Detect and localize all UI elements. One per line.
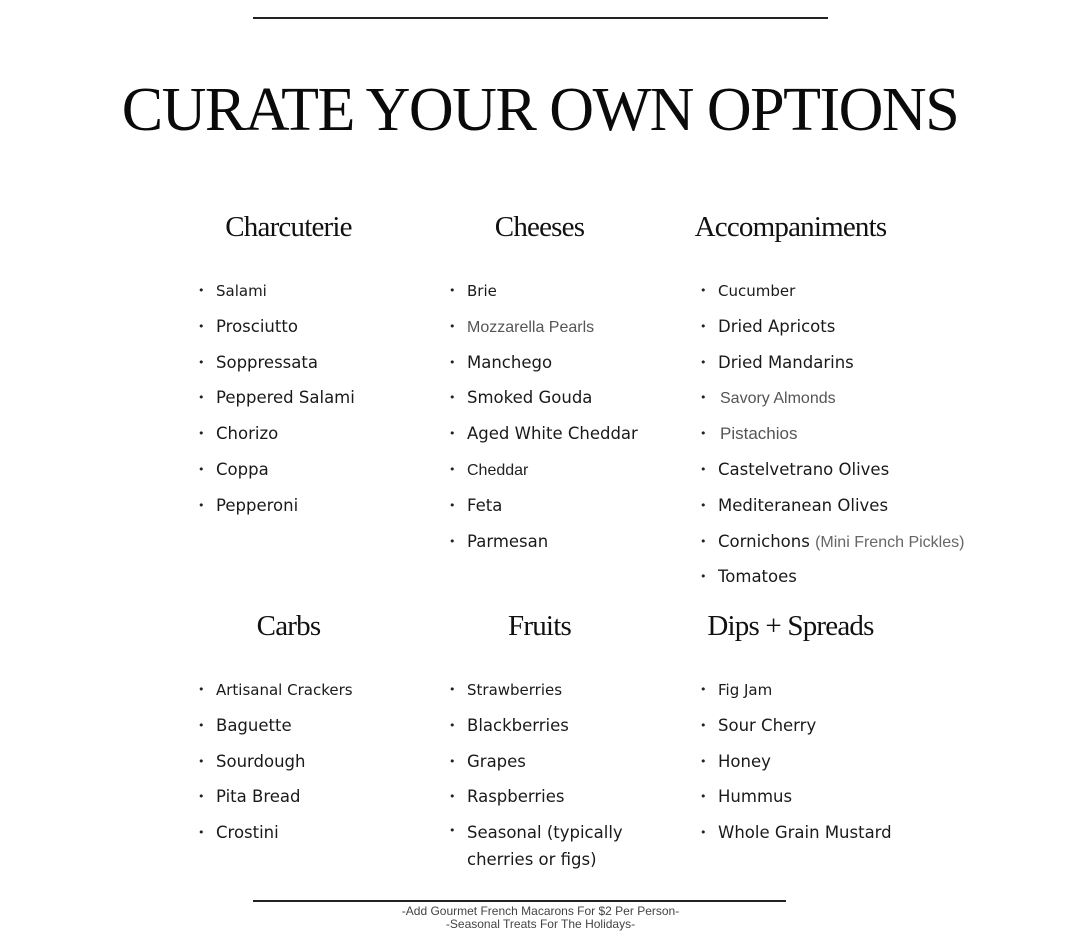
footer-holiday-note: -Seasonal Treats For The Holidays-	[445, 917, 636, 931]
list-item: • Grapes	[449, 750, 665, 786]
list-item: • Raspberries	[449, 785, 665, 821]
list-item: • Manchego	[449, 351, 665, 387]
list-item: • Peppered Salami	[198, 386, 414, 422]
list-item: • Seasonal (typically cherries or figs)	[449, 819, 662, 873]
section-title-fruits: Fruits	[508, 610, 571, 642]
bottom-divider	[253, 900, 786, 902]
list-item: • Prosciutto	[198, 315, 414, 351]
carbs-list	[198, 678, 414, 857]
section-title-carbs: Carbs	[256, 610, 321, 642]
list-item: • Hummus	[700, 785, 916, 821]
list-item: • Baguette	[198, 714, 414, 750]
list-item: • Coppa	[198, 458, 414, 494]
list-item: • Soppressata	[198, 351, 414, 387]
section-title-charcuterie: Charcuterie	[225, 211, 352, 243]
footer-macarons-note: -Add Gourmet French Macarons For $2 Per Person-	[401, 904, 680, 918]
section-title-cheeses: Cheeses	[494, 211, 585, 243]
list-item: • Whole Grain Mustard	[700, 821, 916, 857]
section-dips-spreads	[665, 608, 916, 857]
list-item: • Sour Cherry	[700, 714, 916, 750]
list-item: • Feta	[449, 494, 665, 530]
list-item: • Cucumber	[700, 279, 916, 315]
list-item: • Fig Jam	[700, 678, 916, 714]
list-item: • Artisanal Crackers	[198, 678, 414, 714]
list-item: • Sourdough	[198, 750, 414, 786]
section-title-accompaniments: Accompaniments	[694, 211, 887, 243]
fruits-list	[449, 678, 665, 873]
list-item-text: Cheddar	[467, 461, 529, 479]
list-item: • Smoked Gouda	[449, 386, 665, 422]
list-item-text: Mozzarella Pearls	[467, 318, 595, 336]
cheeses-list	[449, 279, 665, 565]
list-item: • Crostini	[198, 821, 414, 857]
list-item	[449, 458, 665, 494]
list-item: • Strawberries	[449, 678, 665, 714]
list-item	[700, 386, 916, 422]
accompaniments-list	[700, 279, 965, 601]
list-item: • Parmesan	[449, 530, 665, 566]
section-charcuterie	[163, 209, 414, 530]
section-title-dips-spreads: Dips + Spreads	[707, 610, 874, 642]
list-item-text: Pistachios	[720, 424, 798, 444]
list-item-text: Savory Almonds	[720, 390, 836, 408]
list-item: • Blackberries	[449, 714, 665, 750]
top-divider	[253, 17, 828, 19]
list-item	[449, 315, 665, 351]
list-item: • Tomatoes	[700, 565, 916, 601]
charcuterie-list	[198, 279, 414, 530]
dips-list	[700, 678, 916, 857]
section-cheeses	[414, 209, 665, 565]
list-item: • Pita Bread	[198, 785, 414, 821]
list-item: • Castelvetrano Olives	[700, 458, 916, 494]
list-item: • Dried Apricots	[700, 315, 916, 351]
cornichons-note: (Mini French Pickles)	[815, 533, 965, 551]
section-accompaniments	[665, 209, 965, 601]
list-item-text: Cornichons	[718, 531, 810, 551]
list-item	[700, 530, 965, 566]
page-title: CURATE YOUR OWN OPTIONS	[121, 76, 959, 144]
list-item: • Pepperoni	[198, 494, 414, 530]
list-item: • Dried Mandarins	[700, 351, 916, 387]
section-fruits	[414, 608, 665, 873]
list-item: • Honey	[700, 750, 916, 786]
list-item: • Aged White Cheddar	[449, 422, 665, 458]
section-carbs	[163, 608, 414, 857]
list-item: • Salami	[198, 279, 414, 315]
list-item: • Chorizo	[198, 422, 414, 458]
list-item	[700, 422, 916, 458]
list-item: • Mediteranean Olives	[700, 494, 916, 530]
list-item: • Brie	[449, 279, 665, 315]
